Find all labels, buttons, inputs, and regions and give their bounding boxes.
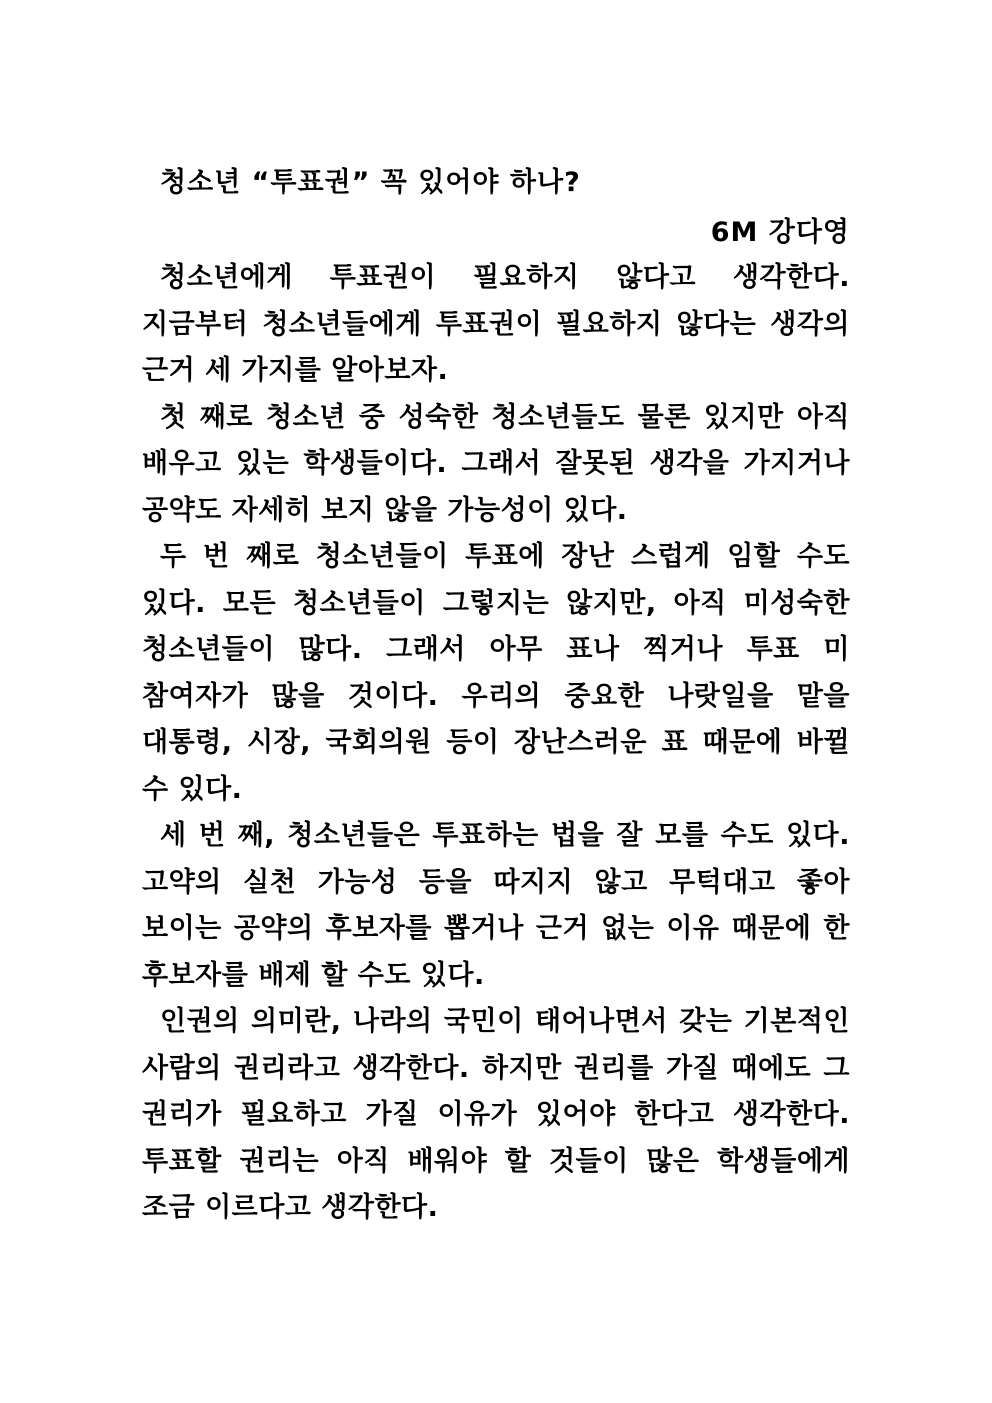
essay-title: 청소년 “투표권” 꼭 있어야 하나? <box>160 167 581 198</box>
essay-body <box>142 255 850 1232</box>
paragraph-reason-1: 첫 째로 청소년 중 성숙한 청소년들도 물론 있지만 아직 배우고 있는 학생들이다. 그래서 잘못된 생각을 가지거나 공약도 자세히 보지 않을 가능성이 있다. <box>142 401 850 526</box>
author-line: 6M 강다영 <box>710 217 850 248</box>
paragraph-reason-2: 두 번 째로 청소년들이 투표에 장난 스럽게 임할 수도 있다. 모든 청소년들이 그렇지는 않지만, 아직 미성숙한 청소년들이 많다. 그래서 아무 표나 찍거나 투표 미 참여자가 많을 것이다. 우리의 중요한 나랏일을 맡을 대통령, 시장, 국회의원 등이 장난스러운 표 때문에 바뀔 수 있다. <box>142 541 850 805</box>
paragraph-intro: 청소년에게 투표권이 필요하지 않다고 생각한다. 지금부터 청소년들에게 투표권이 필요하지 않다는 생각의 근거 세 가지를 알아보자. <box>142 262 850 386</box>
paragraph-reason-3: 세 번 째, 청소년들은 투표하는 법을 잘 모를 수도 있다. 고약의 실천 가능성 등을 따지지 않고 무턱대고 좋아 보이는 공약의 후보자를 뽑거나 근거 없는 이유 때문에 한 후보자를 배제 할 수도 있다. <box>142 820 850 991</box>
paragraph-conclusion: 인권의 의미란, 나라의 국민이 태어나면서 갖는 기본적인 사람의 권리라고 생각한다. 하지만 권리를 가질 때에도 그 권리가 필요하고 가질 이유가 있어야 한다고 생각한다. 투표할 권리는 아직 배워야 할 것들이 많은 학생들에게 조금 이르다고 생각한다. <box>142 1006 850 1223</box>
